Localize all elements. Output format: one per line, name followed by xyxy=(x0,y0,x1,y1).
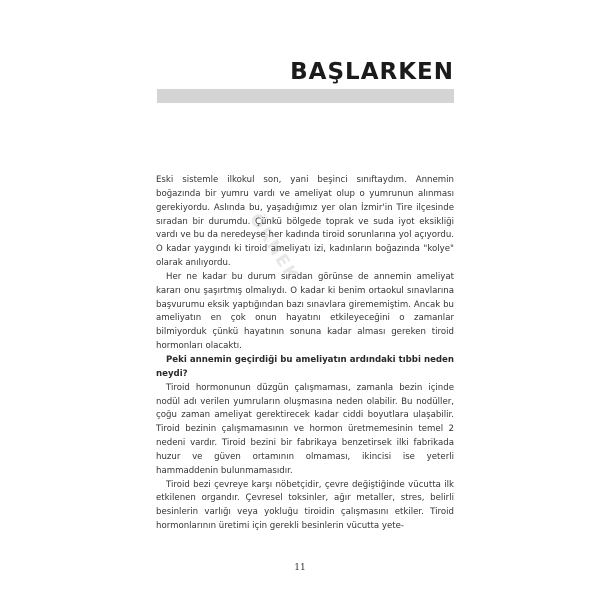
question-paragraph: Peki annemin geçirdiği bu ameliyatın ardındaki tıbbi neden neydi? xyxy=(156,354,454,379)
watermark: ÖRNEK xyxy=(245,210,303,286)
page-number: 11 xyxy=(294,563,306,573)
body-text xyxy=(156,174,454,534)
chapter-title: BAŞLARKEN xyxy=(290,59,454,85)
paragraph: Tiroid hormonunun düzgün çalışmaması, zamanla bezin içinde nodül adı verilen yumruların oluşmasına neden olabilir. Bu nodüller, çoğu zaman ameliyat gerektirecek kadar ciddi boyutlara ulaşabilir. Tiroid bezinin çalışmamasının ve hormon üretmemesinin temel 2 nedeni vardır. Tiroid bezini bir fabrikaya benzetirsek ilki fabrikada huzur ve güven ortamının olmaması, ikincisi ise yeterli hammaddenin bulunmamasıdır. xyxy=(156,382,454,476)
chapter-title-bar xyxy=(157,89,454,103)
paragraph: Her ne kadar bu durum sıradan görünse de annemin ameliyat kararı onu şaşırtmış olmalıydı. O kadar ki benim ortaokul sınavlarına başvurumu eksik yaptığından bazı sınavlara girememiştim. Ancak bu ameliyatın en çok onun hayatını etkileyeceğini o zamanlar bilmiyorduk çünkü hayatının sonuna kadar alması gereken tiroid hormonları olacaktı. xyxy=(156,271,454,352)
paragraph: Tiroid bezi çevreye karşı nöbetçidir, çevre değiştiğinde vücutta ilk etkilenen organdır. Çevresel toksinler, ağır metaller, stres, belirli besinlerin varlığı veya yokluğu tiroidin çalışmasını etkiler. Tiroid hormonlarının üretimi için gerekli besinlerin vücutta yete- xyxy=(156,479,454,532)
paragraph: Eski sistemle ilkokul son, yani beşinci sınıftaydım. Annemin boğazında bir yumru vardı ve ameliyat olup o yumrunun alınması gerekiyordu. Aslında bu, yaşadığımız yer olan İzmir'in Tire ilçesinde sıradan bir durumdu. Çünkü bölgede toprak ve suda iyot eksikliği vardı ve bu da neredeyse her kadında tiroid sorunlarına yol açıyordu. O kadar yaygındı ki tiroid ameliyatı izi, kadınların boğazında "kolye" olarak anılıyordu. xyxy=(156,175,454,269)
